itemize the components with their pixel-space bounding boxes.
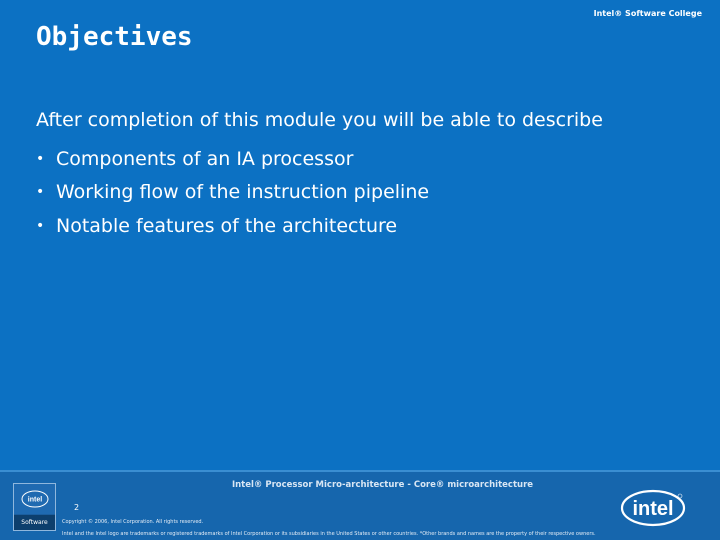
list-item-text: Components of an IA processor: [56, 147, 354, 170]
list-item: [36, 209, 429, 243]
intel-badge-text: intel: [27, 496, 42, 504]
bullet-icon: •: [36, 150, 45, 167]
bullet-icon: •: [36, 217, 45, 234]
intel-logo-icon: [620, 486, 690, 531]
bullet-list: [36, 142, 429, 243]
copyright-text: Copyright © 2006, Intel Corporation. All rights reserved.: [62, 519, 204, 525]
page-title: Objectives: [36, 22, 193, 52]
list-item: [36, 176, 429, 210]
intel-logo-swoosh-icon: [620, 486, 690, 531]
bullet-icon: •: [36, 184, 45, 201]
badge-label: Software: [14, 515, 55, 530]
list-item-text: Notable features of the architecture: [56, 214, 398, 237]
course-title: Intel® Processor Micro-architecture - Core® microarchitecture: [231, 480, 534, 490]
brand-header: Intel® Software College: [593, 9, 702, 18]
footer-divider: [0, 470, 720, 472]
legal-text: Intel and the Intel logo are trademarks or registered trademarks of Intel Corporation or its subsidiaries in the United States or other countries. *Other brands and names are the property of their respective owners.: [62, 531, 596, 537]
intel-software-badge: [13, 483, 56, 531]
footer: [0, 470, 720, 540]
intel-logo-text: intel: [632, 498, 674, 520]
list-item-text: Working flow of the instruction pipeline: [56, 181, 430, 204]
intro-text: After completion of this module you will be able to describe: [36, 109, 603, 131]
page-number: 2: [74, 503, 80, 512]
list-item: [36, 142, 429, 176]
intel-badge-swoosh-icon: [20, 489, 50, 509]
